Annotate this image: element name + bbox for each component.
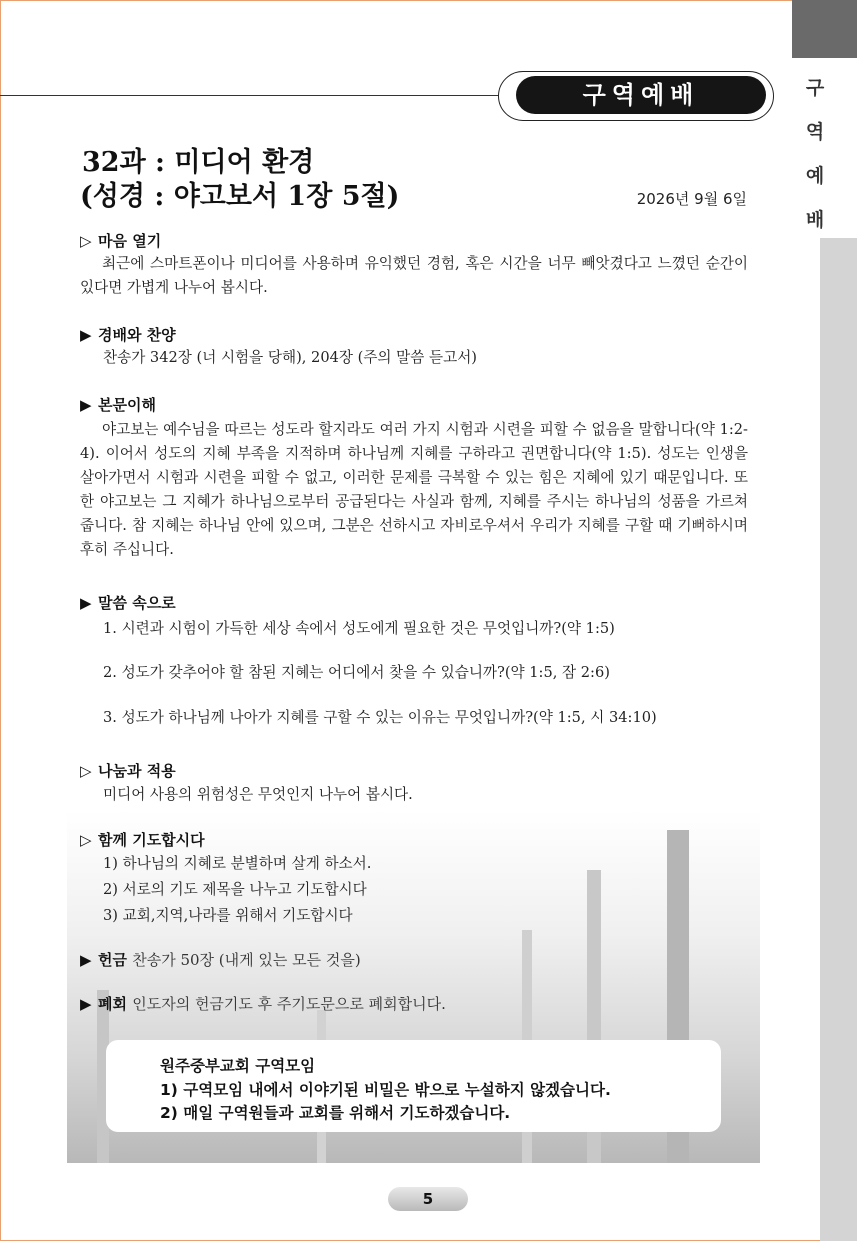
outline-triangle-icon: ▷ (80, 762, 92, 780)
section-heading-worship (80, 324, 176, 345)
notice-title: 원주중부교회 구역모임 (160, 1057, 316, 1075)
header-rule (0, 95, 505, 96)
side-tab-char: 역 (805, 121, 825, 143)
heading-text: 마음 열기 (98, 232, 162, 250)
filled-triangle-icon: ▶ (80, 995, 92, 1013)
outline-triangle-icon: ▷ (80, 831, 92, 849)
heading-text: 본문이해 (98, 396, 156, 414)
section-heading-word (80, 592, 176, 613)
question-item: 3. 성도가 하나님께 나아가 지혜를 구할 수 있는 이유는 무엇입니까?(약 1:5, 시 34:10) (103, 709, 657, 726)
scripture-reference: (성경 : 야고보서 1장 5절) (80, 181, 400, 212)
section-heading-sharing (80, 760, 176, 781)
side-tab-char: 예 (805, 165, 825, 187)
outline-triangle-icon: ▷ (80, 232, 92, 250)
header-badge: 구역예배 (516, 76, 766, 114)
filled-triangle-icon: ▶ (80, 326, 92, 344)
heading-text: 나눔과 적용 (98, 762, 176, 780)
filled-triangle-icon: ▶ (80, 951, 92, 969)
section-heading-understanding (80, 394, 156, 415)
side-tab-top (792, 0, 857, 58)
worship-hymns: 찬송가 342장 (너 시험을 당해), 204장 (주의 말씀 듣고서) (103, 349, 477, 366)
question-item: 2. 성도가 갖추어야 할 참된 지혜는 어디에서 찾을 수 있습니까?(약 1:5, 잠 2:6) (103, 664, 610, 681)
lesson-title: 32과 : 미디어 환경 (82, 147, 315, 178)
side-tab-char: 구 (805, 77, 825, 99)
heading-text: 함께 기도합시다 (98, 831, 205, 849)
prayer-item: 2) 서로의 기도 제목을 나누고 기도합시다 (103, 881, 367, 898)
prayer-item: 3) 교회,지역,나라를 위해서 기도합시다 (103, 907, 353, 924)
heading-text: 말씀 속으로 (98, 594, 176, 612)
closing-text: 인도자의 헌금기도 후 주기도문으로 폐회합니다. (132, 995, 446, 1013)
heading-text: 폐회 (98, 995, 127, 1013)
side-tab-char: 배 (805, 209, 825, 231)
offering-hymn: 찬송가 50장 (내게 있는 모든 것을) (132, 951, 361, 969)
section-heading-open-heart (80, 230, 161, 251)
heading-text: 경배와 찬양 (98, 326, 176, 344)
lesson-date: 2026년 9월 6일 (636, 190, 747, 208)
section-closing (80, 993, 446, 1014)
notice-rule: 1) 구역모임 내에서 이야기된 비밀은 밖으로 누설하지 않겠습니다. (160, 1081, 611, 1099)
heading-text: 헌금 (98, 951, 127, 969)
notice-rule: 2) 매일 구역원들과 교회를 위해서 기도하겠습니다. (160, 1104, 511, 1122)
question-item: 1. 시련과 시험이 가득한 세상 속에서 성도에게 필요한 것은 무엇입니까?(약 1:5) (103, 620, 615, 637)
section-heading-prayer (80, 829, 205, 850)
page-number: 5 (388, 1187, 468, 1211)
filled-triangle-icon: ▶ (80, 396, 92, 414)
prayer-item: 1) 하나님의 지혜로 분별하며 살게 하소서. (103, 855, 372, 872)
side-tab-label (800, 66, 830, 242)
understanding-text: 야고보는 예수님을 따르는 성도라 할지라도 여러 가지 시험과 시련을 피할 수 없음을 말합니다(약 1:2-4). 이어서 성도의 지혜 부족을 지적하며 하나님께 지혜를 구하라고 권면합니다(약 1:5). 성도는 인생을 살아가면서 시험과 시련을 피할 수 없고, 이러한 문제를 극복할 수 있는 힘은 지혜에 있기 때문입니다. 또한 야고보는 그 지혜가 하나님으로부터 공급된다는 사실과 함께, 지혜를 주시는 하나님의 성품을 가르쳐 줍니다. 참 지혜는 하나님 안에 있으며, 그분은 선하시고 자비로우셔서 우리가 지혜를 구할 때 기뻐하시며 후히 주십니다. (80, 421, 748, 558)
open-heart-text: 최근에 스마트폰이나 미디어를 사용하며 유익했던 경험, 혹은 시간을 너무 빼앗겼다고 느꼈던 순간이 있다면 가볍게 나누어 봅시다. (80, 255, 748, 296)
sharing-text: 미디어 사용의 위험성은 무엇인지 나누어 봅시다. (103, 786, 413, 803)
filled-triangle-icon: ▶ (80, 594, 92, 612)
section-offering (80, 949, 361, 970)
